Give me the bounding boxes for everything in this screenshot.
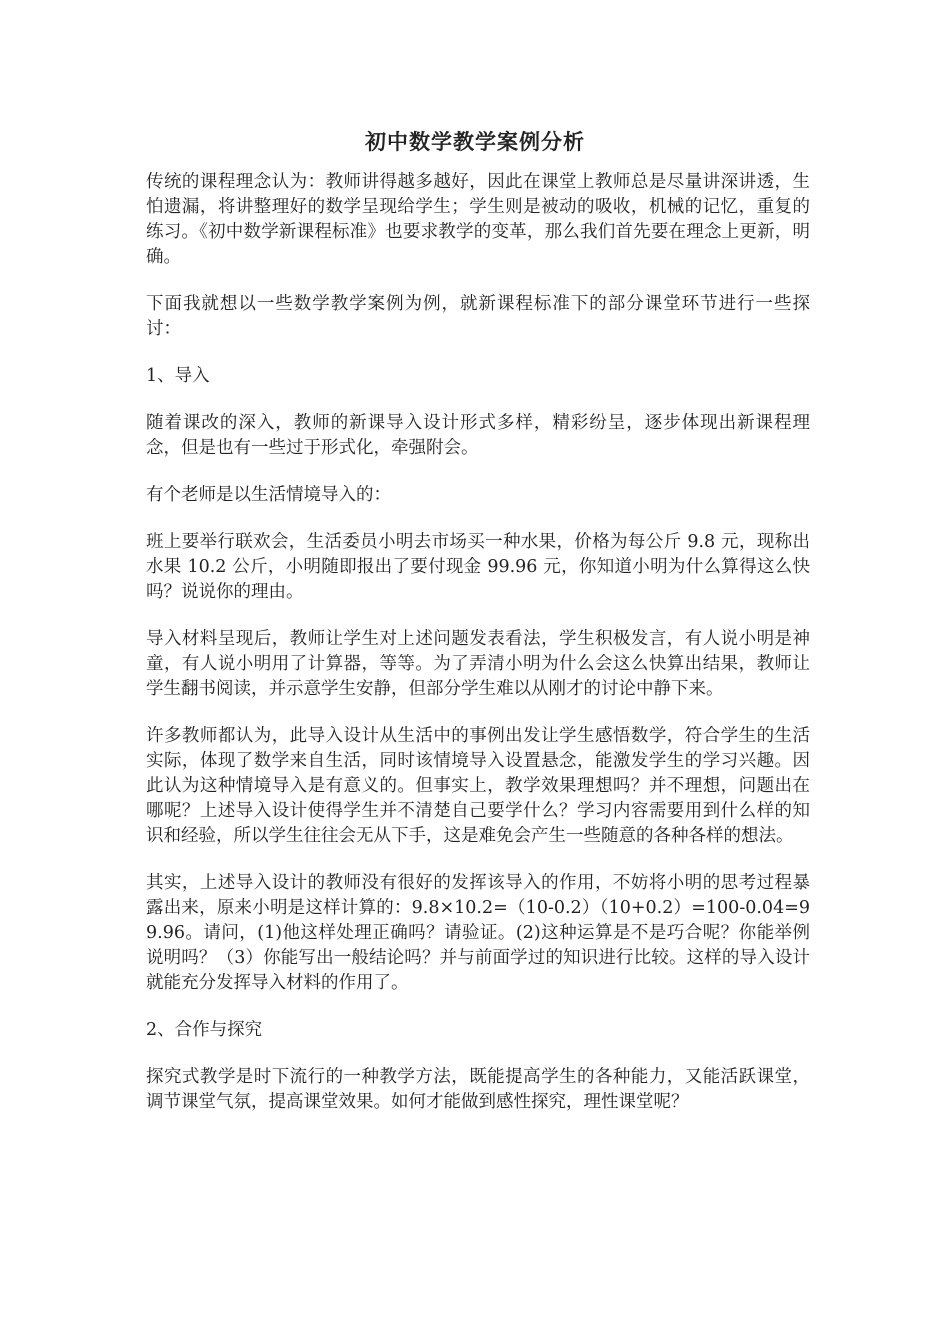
paragraph-classroom-response: 导入材料呈现后，教师让学生对上述问题发表看法，学生积极发言，有人说小明是神童，有人说小明用了计算器，等等。为了弄清小明为什么会这么快算出结果，教师让学生翻书阅读，并示意学生安静，但部分学生难以从刚才的讨论中静下来。 xyxy=(146,629,810,699)
paragraph-intro: 传统的课程理念认为：教师讲得越多越好，因此在课堂上教师总是尽量讲深讲透，生怕遗漏，将讲整理好的数学呈现给学生；学生则是被动的吸收，机械的记忆，重复的练习。《初中数学新课程标准》也要求教学的变革，那么我们首先要在理念上更新，明确。 xyxy=(146,172,810,267)
section-heading-introduction: 1、导入 xyxy=(146,366,210,386)
paragraph-purpose: 下面我就想以一些数学教学案例为例，就新课程标准下的部分课堂环节进行一些探讨： xyxy=(146,294,810,339)
paragraph-introduction-overview: 随着课改的深入，教师的新课导入设计形式多样，精彩纷呈，逐步体现出新课程理念，但是也有一些过于形式化，牵强附会。 xyxy=(146,413,810,458)
paragraph-improvement: 其实，上述导入设计的教师没有很好的发挥该导入的作用，不妨将小明的思考过程暴露出来，原来小明是这样计算的：9.8×10.2=（10-0.2）（10+0.2）=100-0.04=99.96。请问，(1)他这样处理正确吗？请验证。(2)这种运算是不是巧合呢？你能举例说明吗？（3）你能写出一般结论吗？并与前面学过的知识进行比较。这样的导入设计就能充分发挥导入材料的作用了。 xyxy=(146,873,810,993)
section-heading-cooperation: 2、合作与探究 xyxy=(146,1020,263,1040)
paragraph-analysis: 许多教师都认为，此导入设计从生活中的事例出发让学生感悟数学，符合学生的生活实际，体现了数学来自生活，同时该情境导入设置悬念，能激发学生的学习兴趣。因此认为这种情境导入是有意义的。但事实上，教学效果理想吗？并不理想，问题出在哪呢？上述导入设计使得学生并不清楚自己要学什么？学习内容需要用到什么样的知识和经验，所以学生往往会无从下手，这是难免会产生一些随意的各种各样的想法。 xyxy=(146,726,810,846)
document-body xyxy=(146,170,810,1137)
paragraph-example-lead: 有个老师是以生活情境导入的： xyxy=(146,485,391,505)
paragraph-example-problem: 班上要举行联欢会，生活委员小明去市场买一种水果，价格为每公斤 9.8 元，现称出水果 10.2 公斤，小明随即报出了要付现金 99.96 元，你知道小明为什么算得这么快吗？说说你的理由。 xyxy=(146,532,810,602)
document-title: 初中数学教学案例分析 xyxy=(365,129,585,154)
paragraph-inquiry: 探究式教学是时下流行的一种教学方法，既能提高学生的各种能力，又能活跃课堂，调节课堂气氛，提高课堂效果。如何才能做到感性探究，理性课堂呢？ xyxy=(146,1067,810,1112)
